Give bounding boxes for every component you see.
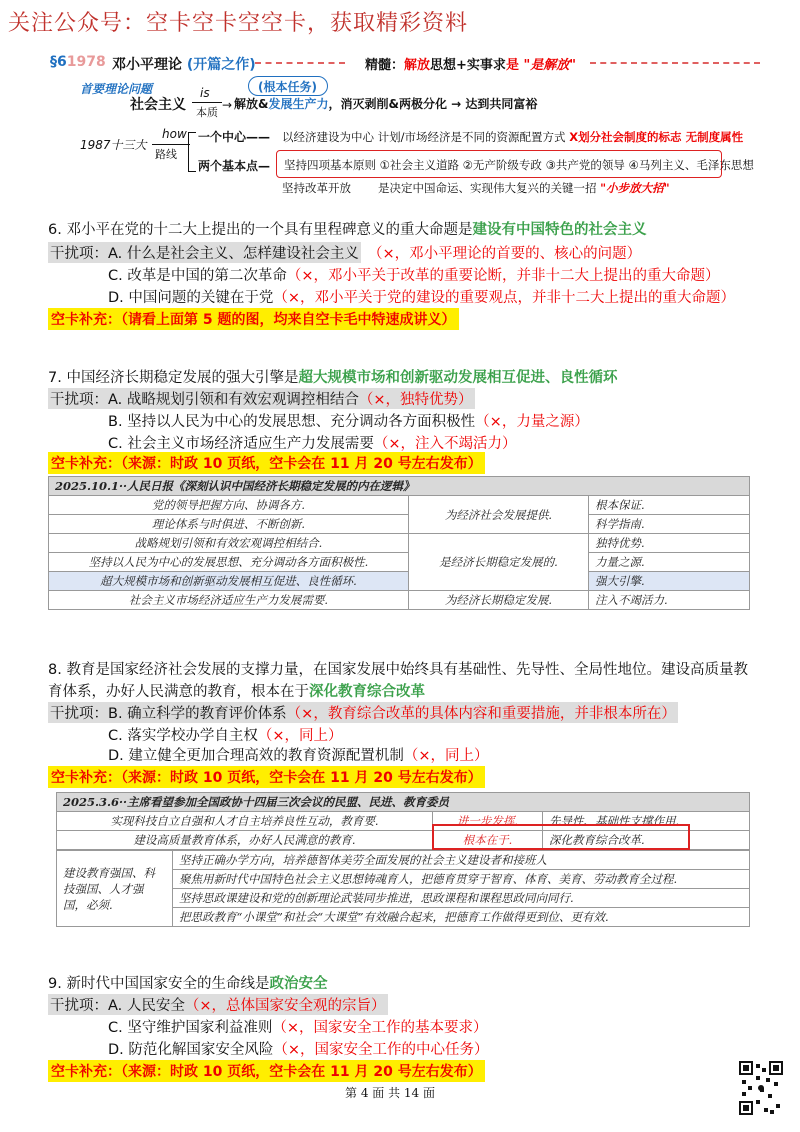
dashed-divider xyxy=(255,62,345,64)
question-stem: 9. 新时代中国国家安全的生命线是政治安全 xyxy=(48,976,328,992)
table-cell: 把思政教育“小课堂”和社会“大课堂”有效融合起来，把德育工作做得更到位、更有效. xyxy=(173,908,750,927)
option: C. 社会主义市场经济适应生产力发展需要（×，注入不竭活力） xyxy=(108,436,517,452)
option: C. 改革是中国的第二次革命（×，邓小平关于改革的重要论断，并非十二大上提出的重大命题） xyxy=(108,268,720,284)
essence-line: 精髓：解放思想+实事求是 "是解放" xyxy=(365,58,577,73)
reform-text: 是决定中国命运、实现伟大复兴的关键一招 "小步放大招" xyxy=(378,181,670,195)
option: B. 坚持以人民为中心的发展思想、充分调动各方面积极性（×，力量之源） xyxy=(108,414,589,430)
supplement-note: 空卡补充：（请看上面第 5 题的图，均来自空卡毛中特速成讲义） xyxy=(48,308,459,330)
table-cell: 进一步发挥. xyxy=(433,812,543,831)
two-points-label: 两个基本点— xyxy=(198,159,271,173)
root-task-label: (根本任务) xyxy=(258,80,317,94)
reform-label: 坚持改革开放 xyxy=(282,181,351,195)
question-stem-line2: 育体系，办好人民满意的教育，根本在于深化教育综合改革 xyxy=(48,684,425,700)
highlight-box xyxy=(432,824,690,850)
table-cell: 聚焦用新时代中国特色社会主义思想铸魂育人，把德育贯穿于智育、体育、美育、劳动教育全过程. xyxy=(173,870,750,889)
table-cell: 坚持思政课建设和党的创新理论武装同步推进，思政课程和课程思政同向同行. xyxy=(173,889,750,908)
connector-line xyxy=(152,144,190,145)
table-cell: 坚持以人民为中心的发展思想、充分调动各方面积极性. xyxy=(49,553,409,572)
table-cell: 社会主义市场经济适应生产力发展需要. xyxy=(49,591,409,610)
table-cell: 实现科技自立自强和人才自主培养良性互动，教育要. xyxy=(57,812,433,831)
distractor-label: 干扰项：A. 人民安全（×，总体国家安全观的宗旨） xyxy=(48,994,388,1015)
table-title: 2025.10.1··人民日报《深刻认识中国经济长期稳定发展的内在逻辑》 xyxy=(49,477,750,496)
bracket xyxy=(188,132,196,172)
how-label: how xyxy=(162,127,187,141)
page-number: 第 4 面 共 14 面 xyxy=(345,1086,435,1100)
table-cell: 科学指南. xyxy=(589,515,750,534)
table-cell: 注入不竭活力. xyxy=(589,591,750,610)
is-label: is xyxy=(200,86,210,100)
table-cell: 建设高质量教育体系，办好人民满意的教育. xyxy=(57,831,433,850)
table-cell: 强大引擎. xyxy=(589,572,750,591)
table-cell: 建设教育强国、科技强国、人才强国，必须. xyxy=(57,851,173,927)
table-cell: 先导性、基础性支撑作用. xyxy=(543,812,750,831)
source-table-1 xyxy=(48,476,750,610)
source-table-2-lower xyxy=(56,850,750,927)
route-label: 路线 xyxy=(155,148,177,161)
option: C. 落实学校办学自主权（×，同上） xyxy=(108,728,343,744)
table-title: 2025.3.6··主席看望参加全国政协十四届三次会议的民盟、民进、教育委员 xyxy=(57,793,750,812)
option: D. 中国问题的关键在于党（×，邓小平关于党的建设的重要观点，并非十二大上提出的重大命题） xyxy=(108,290,736,306)
supplement-note: 空卡补充：（来源：时政 10 页纸，空卡会在 11 月 20 号左右发布） xyxy=(48,452,485,474)
table-cell: 党的领导把握方向、协调各方. xyxy=(49,496,409,515)
essence-word: 本质 xyxy=(196,106,218,119)
table-cell: 深化教育综合改革. xyxy=(543,831,750,850)
table-cell: 是经济长期稳定发展的. xyxy=(409,534,589,591)
section-tag: §61978 xyxy=(50,54,106,70)
important-question-label: 首要理论问题 xyxy=(80,82,153,96)
question-stem: 7. 中国经济长期稳定发展的强大引擎是超大规模市场和创新驱动发展相互促进、良性循环 xyxy=(48,370,618,386)
table-cell: 独特优势. xyxy=(589,534,750,553)
table-cell: 力量之源. xyxy=(589,553,750,572)
option: C. 坚守维护国家利益准则（×，国家安全工作的基本要求） xyxy=(108,1020,488,1036)
congress-label: 1987十三大 xyxy=(80,138,147,152)
table-cell: 超大规模市场和创新驱动发展相互促进、良性循环. xyxy=(49,572,409,591)
supplement-note: 空卡补充：（来源：时政 10 页纸，空卡会在 11 月 20 号左右发布） xyxy=(48,1060,485,1082)
table-cell: 为经济长期稳定发展. xyxy=(409,591,589,610)
table-cell: 根本保证. xyxy=(589,496,750,515)
socialism-label: 社会主义 xyxy=(130,97,186,113)
table-cell: 为经济社会发展提供. xyxy=(409,496,589,534)
essence-definition: 解放&发展生产力，消灭剥削&两极分化 → 达到共同富裕 xyxy=(234,97,538,111)
supplement-note: 空卡补充：（来源：时政 10 页纸，空卡会在 11 月 20 号左右发布） xyxy=(48,766,485,788)
option-note: （×，邓小平理论的首要的、核心的问题） xyxy=(368,246,642,262)
distractor-label: 干扰项：A. 什么是社会主义、怎样建设社会主义 xyxy=(48,242,361,263)
header-banner: 关注公众号：空卡空卡空空卡，获取精彩资料 xyxy=(8,11,469,36)
four-principles-text: 坚持四项基本原则 ①社会主义道路 ②无产阶级专政 ③共产党的领导 ④马列主义、毛泽东思想 xyxy=(284,158,754,172)
table-cell: 坚持正确办学方向，培养德智体美劳全面发展的社会主义建设者和接班人 xyxy=(173,851,750,870)
connector-line xyxy=(192,102,222,103)
question-stem: 6. 邓小平在党的十二大上提出的一个具有里程碑意义的重大命题是建设有中国特色的社会主义 xyxy=(48,222,647,238)
distractor-label: 干扰项：A. 战略规划引领和有效宏观调控相结合（×，独特优势） xyxy=(48,388,475,409)
arrow-icon: → xyxy=(222,98,233,112)
one-center-text: 以经济建设为中心 计划/市场经济是不同的资源配置方式 X划分社会制度的标志 无制度属性 xyxy=(282,130,744,144)
dashed-divider xyxy=(590,62,760,64)
table-cell: 理论体系与时俱进、不断创新. xyxy=(49,515,409,534)
question-stem-line1: 8. 教育是国家经济社会发展的支撑力量，在国家发展中始终具有基础性、先导性、全局性地位。建设高质量教 xyxy=(48,662,748,678)
table-cell: 战略规划引领和有效宏观调控相结合. xyxy=(49,534,409,553)
table-cell: 根本在于. xyxy=(433,831,543,850)
qr-code-icon xyxy=(738,1060,784,1116)
one-center-label: 一个中心—— xyxy=(198,130,271,144)
theory-title: 邓小平理论 (开篇之作) xyxy=(112,57,256,73)
option: D. 建立健全更加合理高效的教育资源配置机制（×，同上） xyxy=(108,748,489,764)
distractor-label: 干扰项：B. 确立科学的教育评价体系（×，教育综合改革的具体内容和重要措施，并非根本所在） xyxy=(48,702,678,723)
option: D. 防范化解国家安全风险（×，国家安全工作的中心任务） xyxy=(108,1042,489,1058)
